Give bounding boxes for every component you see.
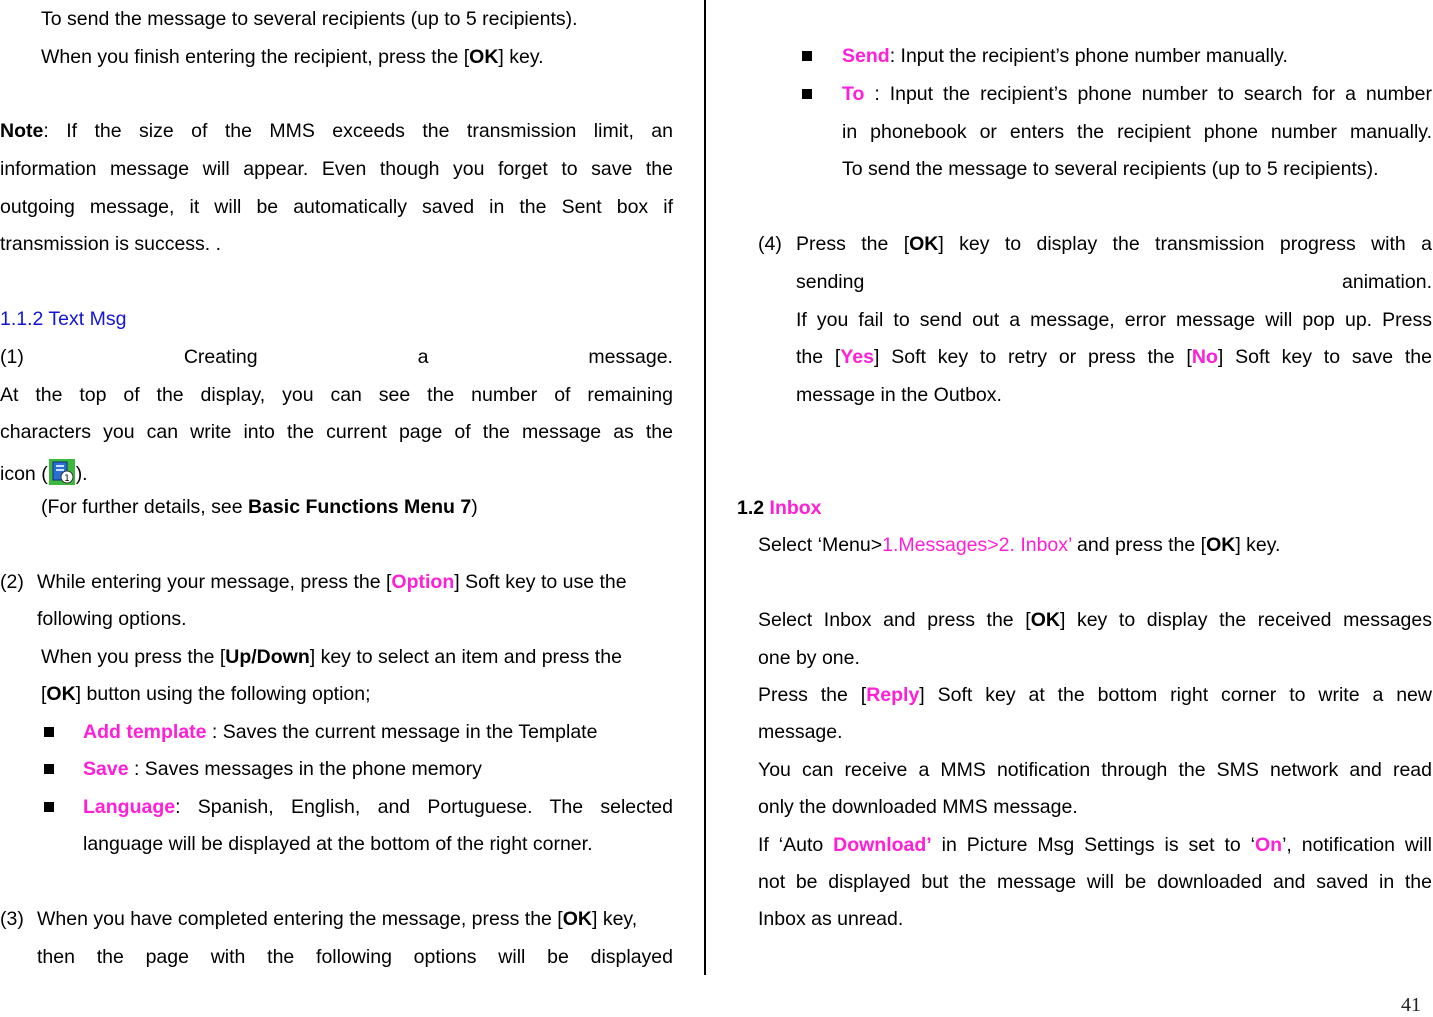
option-to-line-1: To : Input the recipient’s phone number to search for a number (842, 83, 1432, 105)
step3-line-1: When you have completed entering the message, press the [OK] key, (37, 908, 638, 930)
inbox-para-2-line-2: message. (758, 721, 843, 743)
section-heading: 1.1.2 Text Msg (0, 308, 127, 330)
select-line: Select ‘Menu>1.Messages>2. Inbox’ and press the [OK] key. (758, 534, 1281, 556)
creating-line: (1) Creating a message. (0, 346, 673, 368)
step4-line-2: sending animation. (796, 271, 1432, 293)
step2-line-2: following options. (37, 608, 187, 630)
intro-line-2: When you finish entering the recipient, press the [OK] key. (41, 46, 544, 68)
bullet-square-icon (802, 51, 812, 61)
option-add-template: Add template : Saves the current message in the Template (83, 721, 598, 743)
inbox-para-1-line-2: one by one. (758, 647, 860, 669)
bullet-square-icon (44, 802, 54, 812)
step3-line-2: then the page with the following options will be displayed (37, 946, 673, 968)
further-details: (For further details, see Basic Functions Menu 7) (41, 496, 478, 518)
note-line-4: transmission is success. . (0, 233, 222, 255)
inbox-para-1-line-1: Select Inbox and press the [OK] key to display the received messages (758, 609, 1432, 631)
step2-line-3: When you press the [Up/Down] key to select an item and press the (41, 646, 622, 668)
step4-line-1: Press the [OK] key to display the transmission progress with a (796, 233, 1432, 255)
svg-text:1: 1 (63, 474, 70, 484)
option-send: Send: Input the recipient’s phone number manually. (842, 45, 1288, 67)
note-line-1: Note: If the size of the MMS exceeds the transmission limit, an (0, 120, 673, 142)
option-language-cont: language will be displayed at the bottom of the right corner. (83, 833, 593, 855)
page-number: 41 (1401, 994, 1421, 1016)
option-save: Save : Saves messages in the phone memory (83, 758, 482, 780)
note-label: Note (0, 120, 44, 142)
bullet-square-icon (802, 89, 812, 99)
para-line-2: characters you can write into the current page of the message as the (0, 421, 673, 443)
bullet-square-icon (44, 727, 54, 737)
inbox-para-3-line-2: only the downloaded MMS message. (758, 796, 1078, 818)
option-to-line-2: in phonebook or enters the recipient phone number manually. (842, 121, 1432, 143)
para-line-1: At the top of the display, you can see the number of remaining (0, 384, 673, 406)
icon-line: icon ( 1 ). (0, 459, 88, 486)
bullet-square-icon (44, 764, 54, 774)
step4-line-3: If you fail to send out a message, error message will pop up. Press (796, 309, 1432, 331)
option-key: Option (391, 571, 455, 593)
note-line-2: information message will appear. Even though you forget to save the (0, 158, 673, 180)
inbox-para-4-line-1: If ‘Auto Download’ in Picture Msg Settings is set to ‘On’, notification will (758, 834, 1433, 856)
step2-line-1: While entering your message, press the [Option] Soft key to use the (37, 571, 627, 593)
message-counter-icon (49, 459, 75, 485)
step2-line-4: [OK] button using the following option; (41, 683, 371, 705)
option-language: Language: Spanish, English, and Portuguese. The selected (83, 796, 673, 818)
step4-num: (4) (758, 233, 782, 255)
step4-line-4: the [Yes] Soft key to retry or press the [No] Soft key to save the (796, 346, 1432, 368)
inbox-para-4-line-2: not be displayed but the message will be downloaded and saved in the (758, 871, 1432, 893)
step2-num: (2) (0, 571, 24, 593)
inbox-para-3-line-1: You can receive a MMS notification through the SMS network and read (758, 759, 1432, 781)
intro-line-1: To send the message to several recipients (up to 5 recipients). (41, 8, 578, 30)
inbox-heading: 1.2 Inbox (737, 497, 822, 519)
option-to-line-3: To send the message to several recipients (up to 5 recipients). (842, 158, 1379, 180)
column-divider (704, 0, 706, 975)
note-line-3: outgoing message, it will be automatically saved in the Sent box if (0, 196, 673, 218)
step4-line-5: message in the Outbox. (796, 384, 1002, 406)
inbox-para-4-line-3: Inbox as unread. (758, 908, 904, 930)
inbox-para-2-line-1: Press the [Reply] Soft key at the bottom right corner to write a new (758, 684, 1432, 706)
step3-num: (3) (0, 908, 24, 930)
